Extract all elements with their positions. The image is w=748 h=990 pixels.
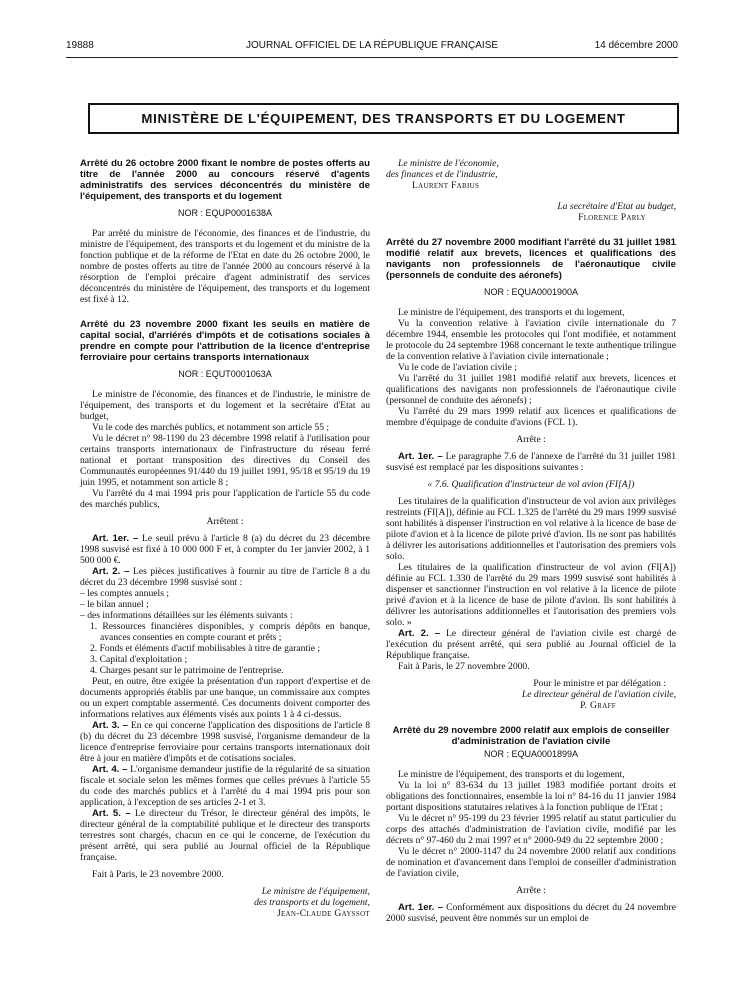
paragraph: Vu le décret n° 2000-1147 du 24 novembre 2000 relatif aux conditions de nomination et d'avancement dans l'emploi de conseiller d'administration de l'aviation civile, — [386, 846, 676, 879]
nor-reference: NOR : EQUT0001063A — [178, 369, 272, 379]
paragraph: Le ministre de l'équipement, des transports et du logement, — [398, 769, 625, 780]
article-3 — [80, 720, 370, 764]
nor-reference: NOR : EQUA0001899A — [483, 749, 579, 759]
article-label: Art. 2. – — [92, 566, 130, 577]
signature-name: Florence Parly — [578, 212, 646, 223]
decree-title: Arrêté du 29 novembre 2000 relatif aux emplois de conseiller d'administration de l'aviation civile — [392, 725, 670, 747]
arrete-heading: Arrête : — [516, 885, 546, 896]
signature-role: des transports et du logement, — [254, 897, 370, 908]
article-5 — [80, 808, 370, 863]
right-column — [386, 158, 676, 924]
article-text: Le seuil prévu à l'article 8 (a) du décret du 23 décembre 1998 susvisé est fixé à 10 000 000 F et, à compter du 1er janvier 2002, à 1 500 000 €. — [80, 533, 370, 566]
nor-reference: NOR : EQUA0001900A — [483, 287, 579, 297]
paragraph: Vu le décret n° 98-1190 du 23 décembre 1998 relatif à l'utilisation pour certains transports internationaux de l'infrastructure du réseau ferré national et portant transposition des directives du Conseil des Communautés européennes 91/440 du 19 juillet 1991, 95/18 et 95/19 du 19 juin 1995, et notamment son article 8 ; — [80, 433, 370, 488]
article-1 — [386, 902, 676, 924]
article-text: Les pièces justificatives à fournir au titre de l'article 8 a du décret du 23 décembre 1998 susvisé sont : — [80, 566, 370, 588]
page-number: 19888 — [66, 40, 94, 51]
article-text: Le directeur du Trésor, le directeur général des impôts, le directeur général de la comptabilité publique et le directeur des transports terrestres sont chargés, chacun en ce qui le concerne, de l'exécution du présent arrêté, qui sera publié au Journal officiel de la République française. — [80, 808, 370, 863]
list-item: 2. Fonds et éléments d'actif mobilisables à titre de garantie ; — [90, 643, 321, 654]
paragraph: Vu la convention relative à l'aviation civile internationale du 7 décembre 1944, ensemble les protocoles qui l'ont modifiée, et notamment le protocole du 24 septembre 1968 concernant le texte authentique trilingue de la convention relative à l'aviation civile internationale ; — [386, 318, 676, 362]
signature-role: des finances et de l'industrie, — [386, 169, 498, 180]
paragraph: Vu le code des marchés publics, et notamment son article 55 ; — [92, 422, 330, 433]
paragraph: Le ministre de l'économie, des finances et de l'industrie, le ministre de l'équipement, des transports et du logement et la secrétaire d'Etat au budget, — [80, 389, 370, 422]
paragraph: Les titulaires de la qualification d'instructeur de vol avion aux privilèges restreints (FI[A]), définie au FCL 1.325 de l'arrêté du 29 mars 1999 susvisé sont habilités à dispenser l'instruction en vol relative à la licence de base de pilote d'avion et à la licence de pilote privé d'avion. Ils ne sont pas habilités à délivrer les autorisations additionnelles et l'autorisation des premiers vols solo. — [386, 496, 676, 562]
nor-reference: NOR : EQUP0001638A — [177, 208, 273, 218]
article-text: Conformément aux dispositions du décret du 24 novembre 2000 susvisé, peuvent être nommés sur un emploi de — [386, 902, 676, 924]
article-label: Art. 4. – — [92, 764, 128, 775]
article-label: Art. 2. – — [398, 628, 441, 639]
decree-title: Arrêté du 27 novembre 2000 modifiant l'arrêté du 31 juillet 1981 modifié relatif aux brevets, licences et qualifications des navigants non professionnels de l'aéronautique civile (personnels de conduite des aéronefs) — [386, 237, 676, 281]
ministry-heading: MINISTÈRE DE L'ÉQUIPEMENT, DES TRANSPORTS ET DU LOGEMENT — [88, 103, 679, 134]
paragraph: Vu l'arrêté du 4 mai 1994 pris pour l'application de l'article 55 du code des marchés publics, — [80, 488, 370, 510]
paragraph: Vu l'arrêté du 29 mars 1999 relatif aux licences et qualifications de membre d'équipage de conduite d'avions (FCL 1). — [386, 406, 676, 428]
paragraph: Peut, en outre, être exigée la présentation d'un rapport d'expertise et de documents appropriés établis par une banque, un commissaire aux comptes ou un expert comptable assermenté. Ces documents doivent comporter des informations relatives aux éléments visés aux points 1 à 4 ci-dessus. — [80, 676, 370, 720]
done-at: Fait à Paris, le 23 novembre 2000. — [92, 869, 224, 880]
signature-name: P. Graff — [580, 700, 616, 711]
decree-title: Arrêté du 23 novembre 2000 fixant les seuils en matière de capital social, d'arriérés d'impôts et de cotisations sociales à prendre en compte pour l'attribution de la licence d'entreprise ferroviaire pour certains transports internationaux — [80, 319, 370, 363]
list-item: – le bilan annuel ; — [80, 599, 149, 610]
paragraph: Vu le décret n° 95-199 du 23 février 1995 relatif au statut particulier du corps des attachés d'administration de l'aviation civile, modifié par les décrets n° 97-460 du 2 mai 1997 et n° 2000-949 du 22 septembre 2000 ; — [386, 813, 676, 846]
article-2 — [80, 566, 370, 588]
article-1 — [386, 451, 676, 473]
article-text: En ce qui concerne l'application des dispositions de l'article 8 (b) du décret du 23 décembre 1998 susvisé, l'organisme demandeur de la licence d'entreprise ferroviaire pour certains transports internationaux doit être à jour en matière d'impôts et de cotisations sociales. — [80, 720, 370, 764]
paragraph: Les titulaires de la qualification d'instructeur de vol avion (FI[A]) définie au FCL 1.330 de l'arrêté du 29 mars 1999 susvisé sont habilités à dispenser et sanctionner l'instruction en vol relative à la licence de pilote privé d'avion et à la licence de base de pilote d'avion. Ils sont habilités à délivrer les autorisations additionnelles et l'autorisation des premiers vols solo. » — [386, 562, 676, 628]
paragraph: Vu le code de l'aviation civile ; — [398, 362, 517, 373]
document-list — [80, 588, 370, 621]
article-label: Art. 1er. – — [92, 533, 139, 544]
article-1 — [80, 533, 370, 566]
article-text: L'organisme demandeur justifie de la régularité de sa situation fiscale et sociale selon les mêmes formes que celles prévues à l'article 55 du code des marchés publics et à l'arrêté du 4 mai 1994 pris pour son application, à l'exception de ses articles 2-1 et 3. — [80, 764, 370, 808]
article-label: Art. 1er. – — [398, 451, 443, 462]
signature-role: Le ministre de l'économie, — [398, 158, 499, 169]
decree-title: Arrêté du 26 octobre 2000 fixant le nombre de postes offerts au titre de l'année 2000 au concours réservé d'agents administratifs des services déconcentrés du ministère de l'équipement, des transports et du logement — [80, 158, 370, 202]
arretent-heading: Arrêtent : — [206, 516, 244, 527]
arrete-heading: Arrête : — [516, 434, 546, 445]
signature-role: Le directeur général de l'aviation civile, — [521, 689, 676, 700]
signature-role: La secrétaire d'Etat au budget, — [557, 201, 676, 212]
article-label: Art. 1er. – — [398, 902, 444, 913]
quoted-heading: « 7.6. Qualification d'instructeur de vol avion (FI[A]) — [427, 479, 635, 490]
paragraph: Par arrêté du ministre de l'économie, des finances et de l'industrie, du ministre de l'équipement, des transports et du logement et du ministre de la fonction publique et de la réforme de l'Etat en date du 26 octobre 2000, le nombre de postes offerts au titre de l'année 2000 au concours réservé à la résorption de l'emploi précaire d'agent administratif des services déconcentrés du ministère de l'équipement, des transports et du logement est fixé à 12. — [80, 228, 370, 305]
article-label: Art. 5. – — [92, 808, 131, 819]
article-label: Art. 3. – — [92, 720, 129, 731]
article-text: Le paragraphe 7.6 de l'annexe de l'arrêté du 31 juillet 1981 susvisé est remplacé par les dispositions suivantes : — [386, 451, 676, 473]
article-2 — [386, 628, 676, 661]
list-item: 4. Charges pesant sur le patrimoine de l'entreprise. — [90, 665, 284, 676]
list-item: 3. Capital d'exploitation ; — [90, 654, 188, 665]
signature-role: Le ministre de l'équipement, — [261, 886, 370, 897]
list-item: – les comptes annuels ; — [80, 588, 169, 599]
header-rule — [66, 57, 678, 58]
article-4 — [80, 764, 370, 808]
list-item: 1. Ressources financières disponibles, y compris dépôts en banque, avances consenties en compte courant et prêts ; — [90, 621, 370, 643]
signature-name: Jean-Claude Gayssot — [276, 908, 370, 919]
journal-title: JOURNAL OFFICIEL DE LA RÉPUBLIQUE FRANÇAISE — [245, 40, 499, 51]
list-item: – des informations détaillées sur les éléments suivants : — [80, 610, 293, 621]
page-header — [66, 40, 678, 56]
done-at: Fait à Paris, le 27 novembre 2000. — [398, 661, 530, 672]
article-text: Le directeur général de l'aviation civile est chargé de l'exécution du présent arrêté, qui sera publié au Journal officiel de la République française. — [386, 628, 676, 661]
issue-date: 14 décembre 2000 — [594, 40, 678, 51]
element-list — [80, 621, 370, 676]
paragraph: Le ministre de l'équipement, des transports et du logement, — [398, 307, 625, 318]
paragraph: Vu l'arrêté du 31 juillet 1981 modifié relatif aux brevets, licences et qualifications des navigants non professionnels de l'aéronautique civile (personnel de conduite des aéronefs) ; — [386, 373, 676, 406]
left-column — [80, 158, 370, 919]
paragraph: Vu la loi n° 83-634 du 13 juillet 1983 modifiée portant droits et obligations des fonctionnaires, ensemble la loi n° 84-16 du 11 janvier 1984 portant dispositions statutaires relatives à la fonction publique de l'Etat ; — [386, 780, 676, 813]
delegation-line: Pour le ministre et par délégation : — [533, 678, 666, 689]
signature-name: Laurent Fabius — [412, 180, 480, 191]
